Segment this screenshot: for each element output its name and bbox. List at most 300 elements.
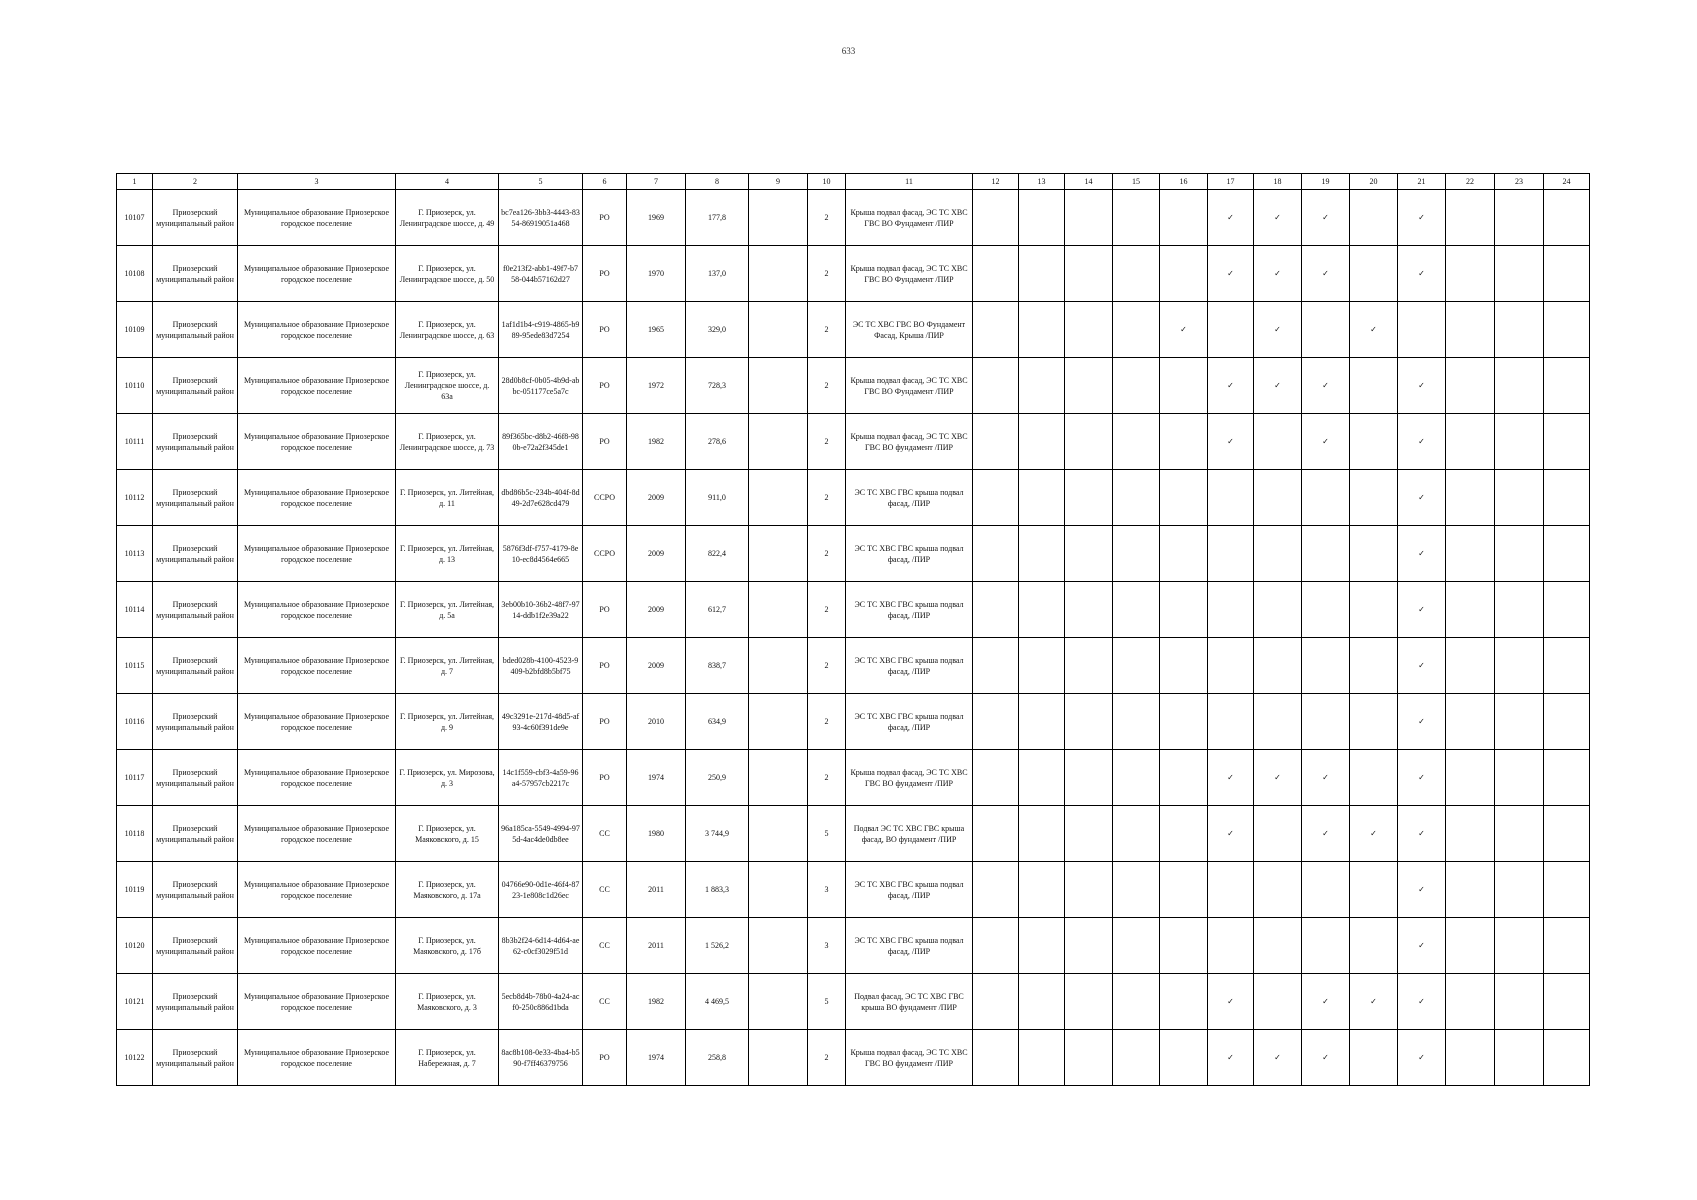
check-cell-17: ✓ — [1208, 358, 1254, 414]
col10-cell: 2 — [808, 246, 846, 302]
check-cell-17: ✓ — [1208, 974, 1254, 1030]
check-cell-19 — [1302, 302, 1350, 358]
check-cell-19: ✓ — [1302, 806, 1350, 862]
type-cell: РО — [583, 302, 627, 358]
works-cell: ЭС ТС ХВС ГВС крыша подвал фасад, /ПИР — [846, 918, 973, 974]
check-cell-20 — [1350, 470, 1398, 526]
check-cell-16 — [1160, 918, 1208, 974]
district-cell: Приозерский муниципальный район — [153, 414, 238, 470]
check-cell-21: ✓ — [1398, 974, 1446, 1030]
address-cell: Г. Приозерск, ул. Литейная, д. 5а — [396, 582, 499, 638]
type-cell: СС — [583, 862, 627, 918]
col10-cell: 5 — [808, 974, 846, 1030]
table-row — [117, 694, 1590, 750]
check-cell-16 — [1160, 1030, 1208, 1086]
check-cell-21: ✓ — [1398, 1030, 1446, 1086]
district-cell: Приозерский муниципальный район — [153, 694, 238, 750]
municipality-cell: Муниципальное образование Приозерское городское поселение — [238, 862, 396, 918]
municipality-cell: Муниципальное образование Приозерское городское поселение — [238, 526, 396, 582]
check-cell-22 — [1446, 414, 1495, 470]
year-cell: 2009 — [627, 526, 686, 582]
check-cell-23 — [1495, 470, 1544, 526]
table-row — [117, 918, 1590, 974]
col9-cell — [749, 1030, 808, 1086]
type-cell: РО — [583, 246, 627, 302]
col10-cell: 2 — [808, 638, 846, 694]
col10-cell: 2 — [808, 526, 846, 582]
check-cell-18 — [1254, 638, 1302, 694]
check-cell-17: ✓ — [1208, 806, 1254, 862]
works-cell: Подвал ЭС ТС ХВС ГВС крыша фасад, ВО фундамент /ПИР — [846, 806, 973, 862]
check-cell-13 — [1019, 638, 1065, 694]
column-header: 12 — [973, 174, 1019, 190]
address-cell: Г. Приозерск, ул. Литейная, д. 11 — [396, 470, 499, 526]
address-cell: Г. Приозерск, ул. Ленинградское шоссе, д. 50 — [396, 246, 499, 302]
check-cell-22 — [1446, 974, 1495, 1030]
check-cell-19 — [1302, 862, 1350, 918]
check-cell-20 — [1350, 750, 1398, 806]
row-id-cell: 10107 — [117, 190, 153, 246]
check-cell-21: ✓ — [1398, 638, 1446, 694]
district-cell: Приозерский муниципальный район — [153, 470, 238, 526]
check-cell-24 — [1544, 974, 1590, 1030]
area-cell: 4 469,5 — [686, 974, 749, 1030]
table-row — [117, 750, 1590, 806]
check-cell-14 — [1065, 750, 1113, 806]
check-cell-15 — [1113, 302, 1160, 358]
check-cell-24 — [1544, 694, 1590, 750]
check-cell-19 — [1302, 638, 1350, 694]
check-cell-16 — [1160, 358, 1208, 414]
row-id-cell: 10117 — [117, 750, 153, 806]
check-cell-14 — [1065, 470, 1113, 526]
municipality-cell: Муниципальное образование Приозерское городское поселение — [238, 358, 396, 414]
row-id-cell: 10118 — [117, 806, 153, 862]
type-cell: РО — [583, 750, 627, 806]
check-cell-22 — [1446, 582, 1495, 638]
works-cell: ЭС ТС ХВС ГВС крыша подвал фасад, /ПИР — [846, 582, 973, 638]
check-cell-19 — [1302, 470, 1350, 526]
year-cell: 1982 — [627, 974, 686, 1030]
col9-cell — [749, 750, 808, 806]
district-cell: Приозерский муниципальный район — [153, 246, 238, 302]
check-cell-23 — [1495, 694, 1544, 750]
check-cell-24 — [1544, 1030, 1590, 1086]
check-cell-12 — [973, 918, 1019, 974]
check-cell-21: ✓ — [1398, 862, 1446, 918]
check-cell-20 — [1350, 414, 1398, 470]
column-header: 8 — [686, 174, 749, 190]
col9-cell — [749, 582, 808, 638]
check-cell-18 — [1254, 414, 1302, 470]
check-cell-19: ✓ — [1302, 974, 1350, 1030]
check-cell-20 — [1350, 526, 1398, 582]
check-cell-17: ✓ — [1208, 414, 1254, 470]
area-cell: 838,7 — [686, 638, 749, 694]
check-cell-17: ✓ — [1208, 750, 1254, 806]
check-cell-18 — [1254, 974, 1302, 1030]
guid-cell: 14c1f559-cbf3-4a59-96a4-57957cb2217c — [499, 750, 583, 806]
check-cell-14 — [1065, 190, 1113, 246]
address-cell: Г. Приозерск, ул. Маяковского, д. 17а — [396, 862, 499, 918]
works-cell: Крыша подвал фасад, ЭС ТС ХВС ГВС ВО Фундамент /ПИР — [846, 358, 973, 414]
check-cell-16 — [1160, 750, 1208, 806]
check-cell-24 — [1544, 190, 1590, 246]
table-row — [117, 470, 1590, 526]
check-cell-14 — [1065, 806, 1113, 862]
municipality-cell: Муниципальное образование Приозерское городское поселение — [238, 1030, 396, 1086]
address-cell: Г. Приозерск, ул. Литейная, д. 9 — [396, 694, 499, 750]
row-id-cell: 10121 — [117, 974, 153, 1030]
check-cell-22 — [1446, 190, 1495, 246]
type-cell: РО — [583, 358, 627, 414]
type-cell: ССРО — [583, 470, 627, 526]
col10-cell: 2 — [808, 190, 846, 246]
check-cell-24 — [1544, 918, 1590, 974]
check-cell-23 — [1495, 302, 1544, 358]
register-table — [116, 173, 1590, 1086]
col10-cell: 2 — [808, 1030, 846, 1086]
check-cell-17: ✓ — [1208, 190, 1254, 246]
type-cell: РО — [583, 414, 627, 470]
year-cell: 1974 — [627, 1030, 686, 1086]
column-header: 1 — [117, 174, 153, 190]
check-cell-24 — [1544, 750, 1590, 806]
check-cell-17: ✓ — [1208, 246, 1254, 302]
area-cell: 634,9 — [686, 694, 749, 750]
col10-cell: 2 — [808, 694, 846, 750]
check-cell-13 — [1019, 918, 1065, 974]
municipality-cell: Муниципальное образование Приозерское городское поселение — [238, 302, 396, 358]
check-cell-15 — [1113, 694, 1160, 750]
check-cell-19: ✓ — [1302, 358, 1350, 414]
row-id-cell: 10116 — [117, 694, 153, 750]
year-cell: 1974 — [627, 750, 686, 806]
col9-cell — [749, 470, 808, 526]
check-cell-22 — [1446, 862, 1495, 918]
municipality-cell: Муниципальное образование Приозерское городское поселение — [238, 974, 396, 1030]
check-cell-17 — [1208, 862, 1254, 918]
check-cell-13 — [1019, 862, 1065, 918]
check-cell-15 — [1113, 358, 1160, 414]
check-cell-20 — [1350, 862, 1398, 918]
check-cell-24 — [1544, 526, 1590, 582]
col9-cell — [749, 414, 808, 470]
check-cell-18 — [1254, 862, 1302, 918]
column-header: 3 — [238, 174, 396, 190]
works-cell: Крыша подвал фасад, ЭС ТС ХВС ГВС ВО фундамент /ПИР — [846, 414, 973, 470]
column-header: 20 — [1350, 174, 1398, 190]
check-cell-14 — [1065, 246, 1113, 302]
column-header: 9 — [749, 174, 808, 190]
check-cell-14 — [1065, 1030, 1113, 1086]
check-cell-12 — [973, 582, 1019, 638]
municipality-cell: Муниципальное образование Приозерское городское поселение — [238, 806, 396, 862]
year-cell: 2011 — [627, 918, 686, 974]
check-cell-14 — [1065, 526, 1113, 582]
municipality-cell: Муниципальное образование Приозерское городское поселение — [238, 582, 396, 638]
col9-cell — [749, 190, 808, 246]
check-cell-23 — [1495, 246, 1544, 302]
year-cell: 2010 — [627, 694, 686, 750]
check-cell-15 — [1113, 806, 1160, 862]
col9-cell — [749, 302, 808, 358]
check-cell-23 — [1495, 526, 1544, 582]
check-cell-14 — [1065, 694, 1113, 750]
column-header: 10 — [808, 174, 846, 190]
check-cell-23 — [1495, 638, 1544, 694]
year-cell: 2011 — [627, 862, 686, 918]
type-cell: РО — [583, 638, 627, 694]
check-cell-15 — [1113, 638, 1160, 694]
check-cell-18: ✓ — [1254, 246, 1302, 302]
col10-cell: 2 — [808, 470, 846, 526]
column-header: 21 — [1398, 174, 1446, 190]
check-cell-20 — [1350, 918, 1398, 974]
check-cell-19: ✓ — [1302, 750, 1350, 806]
works-cell: ЭС ТС ХВС ГВС крыша подвал фасад, /ПИР — [846, 638, 973, 694]
check-cell-20 — [1350, 190, 1398, 246]
column-header: 19 — [1302, 174, 1350, 190]
row-id-cell: 10110 — [117, 358, 153, 414]
area-cell: 822,4 — [686, 526, 749, 582]
check-cell-18 — [1254, 918, 1302, 974]
check-cell-22 — [1446, 638, 1495, 694]
row-id-cell: 10111 — [117, 414, 153, 470]
check-cell-19: ✓ — [1302, 190, 1350, 246]
district-cell: Приозерский муниципальный район — [153, 806, 238, 862]
works-cell: ЭС ТС ХВС ГВС крыша подвал фасад, /ПИР — [846, 694, 973, 750]
column-header: 22 — [1446, 174, 1495, 190]
check-cell-21: ✓ — [1398, 750, 1446, 806]
column-header: 11 — [846, 174, 973, 190]
check-cell-22 — [1446, 358, 1495, 414]
col9-cell — [749, 358, 808, 414]
check-cell-16 — [1160, 806, 1208, 862]
address-cell: Г. Приозерск, ул. Мирозова, д. 3 — [396, 750, 499, 806]
check-cell-21 — [1398, 302, 1446, 358]
check-cell-17 — [1208, 694, 1254, 750]
check-cell-23 — [1495, 806, 1544, 862]
type-cell: РО — [583, 694, 627, 750]
check-cell-23 — [1495, 414, 1544, 470]
col10-cell: 2 — [808, 358, 846, 414]
check-cell-22 — [1446, 806, 1495, 862]
district-cell: Приозерский муниципальный район — [153, 582, 238, 638]
district-cell: Приозерский муниципальный район — [153, 974, 238, 1030]
check-cell-23 — [1495, 582, 1544, 638]
check-cell-24 — [1544, 414, 1590, 470]
check-cell-24 — [1544, 302, 1590, 358]
address-cell: Г. Приозерск, ул. Маяковского, д. 17б — [396, 918, 499, 974]
check-cell-13 — [1019, 582, 1065, 638]
check-cell-15 — [1113, 246, 1160, 302]
check-cell-12 — [973, 358, 1019, 414]
check-cell-13 — [1019, 358, 1065, 414]
works-cell: ЭС ТС ХВС ГВС крыша подвал фасад, /ПИР — [846, 526, 973, 582]
check-cell-16 — [1160, 638, 1208, 694]
row-id-cell: 10112 — [117, 470, 153, 526]
check-cell-21: ✓ — [1398, 582, 1446, 638]
col10-cell: 5 — [808, 806, 846, 862]
col9-cell — [749, 526, 808, 582]
year-cell: 1982 — [627, 414, 686, 470]
check-cell-13 — [1019, 470, 1065, 526]
check-cell-22 — [1446, 1030, 1495, 1086]
check-cell-12 — [973, 862, 1019, 918]
row-id-cell: 10108 — [117, 246, 153, 302]
check-cell-16 — [1160, 582, 1208, 638]
guid-cell: bded028b-4100-4523-9409-b2bfd8b5bf75 — [499, 638, 583, 694]
guid-cell: 5ecb8d4b-78b0-4a24-acf0-250c886d1bda — [499, 974, 583, 1030]
check-cell-23 — [1495, 358, 1544, 414]
row-id-cell: 10120 — [117, 918, 153, 974]
column-header: 14 — [1065, 174, 1113, 190]
check-cell-13 — [1019, 750, 1065, 806]
year-cell: 1965 — [627, 302, 686, 358]
municipality-cell: Муниципальное образование Приозерское городское поселение — [238, 190, 396, 246]
col9-cell — [749, 862, 808, 918]
table-row — [117, 862, 1590, 918]
type-cell: РО — [583, 190, 627, 246]
area-cell: 250,9 — [686, 750, 749, 806]
check-cell-19: ✓ — [1302, 246, 1350, 302]
check-cell-13 — [1019, 246, 1065, 302]
col9-cell — [749, 638, 808, 694]
type-cell: СС — [583, 918, 627, 974]
works-cell: Крыша подвал фасад, ЭС ТС ХВС ГВС ВО Фундамент /ПИР — [846, 246, 973, 302]
municipality-cell: Муниципальное образование Приозерское городское поселение — [238, 694, 396, 750]
address-cell: Г. Приозерск, ул. Набережная, д. 7 — [396, 1030, 499, 1086]
municipality-cell: Муниципальное образование Приозерское городское поселение — [238, 246, 396, 302]
address-cell: Г. Приозерск, ул. Ленинградское шоссе, д. 49 — [396, 190, 499, 246]
check-cell-23 — [1495, 862, 1544, 918]
table-row — [117, 414, 1590, 470]
check-cell-15 — [1113, 918, 1160, 974]
check-cell-15 — [1113, 526, 1160, 582]
check-cell-19 — [1302, 582, 1350, 638]
guid-cell: dbd86b5c-234b-404f-8d49-2d7e628cd479 — [499, 470, 583, 526]
check-cell-17 — [1208, 526, 1254, 582]
guid-cell: 8b3b2f24-6d14-4d64-ae62-c0cf3029f51d — [499, 918, 583, 974]
row-id-cell: 10122 — [117, 1030, 153, 1086]
check-cell-21: ✓ — [1398, 246, 1446, 302]
column-header: 24 — [1544, 174, 1590, 190]
area-cell: 177,8 — [686, 190, 749, 246]
guid-cell: 04766e90-0d1e-46f4-8723-1e808c1d26ec — [499, 862, 583, 918]
check-cell-12 — [973, 806, 1019, 862]
table-row — [117, 358, 1590, 414]
check-cell-14 — [1065, 414, 1113, 470]
check-cell-21: ✓ — [1398, 470, 1446, 526]
guid-cell: 8ac8b108-0e33-4ba4-b590-f7ff46379756 — [499, 1030, 583, 1086]
column-header: 16 — [1160, 174, 1208, 190]
year-cell: 1970 — [627, 246, 686, 302]
check-cell-20: ✓ — [1350, 806, 1398, 862]
table-row — [117, 638, 1590, 694]
year-cell: 1980 — [627, 806, 686, 862]
col9-cell — [749, 918, 808, 974]
check-cell-22 — [1446, 470, 1495, 526]
check-cell-21: ✓ — [1398, 358, 1446, 414]
type-cell: СС — [583, 974, 627, 1030]
check-cell-15 — [1113, 582, 1160, 638]
check-cell-18 — [1254, 526, 1302, 582]
area-cell: 612,7 — [686, 582, 749, 638]
column-header: 15 — [1113, 174, 1160, 190]
check-cell-17 — [1208, 582, 1254, 638]
check-cell-22 — [1446, 302, 1495, 358]
address-cell: Г. Приозерск, ул. Литейная, д. 7 — [396, 638, 499, 694]
year-cell: 1969 — [627, 190, 686, 246]
check-cell-14 — [1065, 358, 1113, 414]
check-cell-19: ✓ — [1302, 414, 1350, 470]
check-cell-19 — [1302, 918, 1350, 974]
col10-cell: 2 — [808, 582, 846, 638]
district-cell: Приозерский муниципальный район — [153, 302, 238, 358]
check-cell-16 — [1160, 414, 1208, 470]
check-cell-23 — [1495, 974, 1544, 1030]
municipality-cell: Муниципальное образование Приозерское городское поселение — [238, 470, 396, 526]
works-cell: Подвал фасад, ЭС ТС ХВС ГВС крыша ВО фундамент /ПИР — [846, 974, 973, 1030]
check-cell-22 — [1446, 694, 1495, 750]
works-cell: Крыша подвал фасад, ЭС ТС ХВС ГВС ВО фундамент /ПИР — [846, 750, 973, 806]
check-cell-13 — [1019, 974, 1065, 1030]
check-cell-16 — [1160, 694, 1208, 750]
district-cell: Приозерский муниципальный район — [153, 862, 238, 918]
check-cell-18: ✓ — [1254, 190, 1302, 246]
works-cell: Крыша подвал фасад, ЭС ТС ХВС ГВС ВО фундамент /ПИР — [846, 1030, 973, 1086]
column-header: 6 — [583, 174, 627, 190]
check-cell-21: ✓ — [1398, 918, 1446, 974]
address-cell: Г. Приозерск, ул. Ленинградское шоссе, д. 63 — [396, 302, 499, 358]
column-header: 2 — [153, 174, 238, 190]
check-cell-21: ✓ — [1398, 806, 1446, 862]
column-header: 17 — [1208, 174, 1254, 190]
check-cell-20 — [1350, 582, 1398, 638]
works-cell: ЭС ТС ХВС ГВС крыша подвал фасад, /ПИР — [846, 470, 973, 526]
check-cell-13 — [1019, 414, 1065, 470]
area-cell: 911,0 — [686, 470, 749, 526]
area-cell: 3 744,9 — [686, 806, 749, 862]
district-cell: Приозерский муниципальный район — [153, 918, 238, 974]
check-cell-16 — [1160, 526, 1208, 582]
check-cell-20: ✓ — [1350, 974, 1398, 1030]
check-cell-23 — [1495, 918, 1544, 974]
column-header: 18 — [1254, 174, 1302, 190]
check-cell-17: ✓ — [1208, 1030, 1254, 1086]
check-cell-17 — [1208, 918, 1254, 974]
check-cell-15 — [1113, 190, 1160, 246]
area-cell: 1 526,2 — [686, 918, 749, 974]
col10-cell: 2 — [808, 414, 846, 470]
guid-cell: 49c3291e-217d-48d5-af93-4c60f391de9e — [499, 694, 583, 750]
check-cell-15 — [1113, 470, 1160, 526]
check-cell-18: ✓ — [1254, 302, 1302, 358]
check-cell-15 — [1113, 1030, 1160, 1086]
check-cell-12 — [973, 526, 1019, 582]
check-cell-17 — [1208, 302, 1254, 358]
district-cell: Приозерский муниципальный район — [153, 526, 238, 582]
guid-cell: 1af1d1b4-c919-4865-b989-95ede83d7254 — [499, 302, 583, 358]
check-cell-16 — [1160, 470, 1208, 526]
works-cell: ЭС ТС ХВС ГВС ВО Фундамент Фасад, Крыша /ПИР — [846, 302, 973, 358]
check-cell-23 — [1495, 1030, 1544, 1086]
check-cell-18 — [1254, 806, 1302, 862]
check-cell-14 — [1065, 582, 1113, 638]
guid-cell: f0e213f2-abb1-49f7-b758-044b57162d27 — [499, 246, 583, 302]
check-cell-24 — [1544, 862, 1590, 918]
